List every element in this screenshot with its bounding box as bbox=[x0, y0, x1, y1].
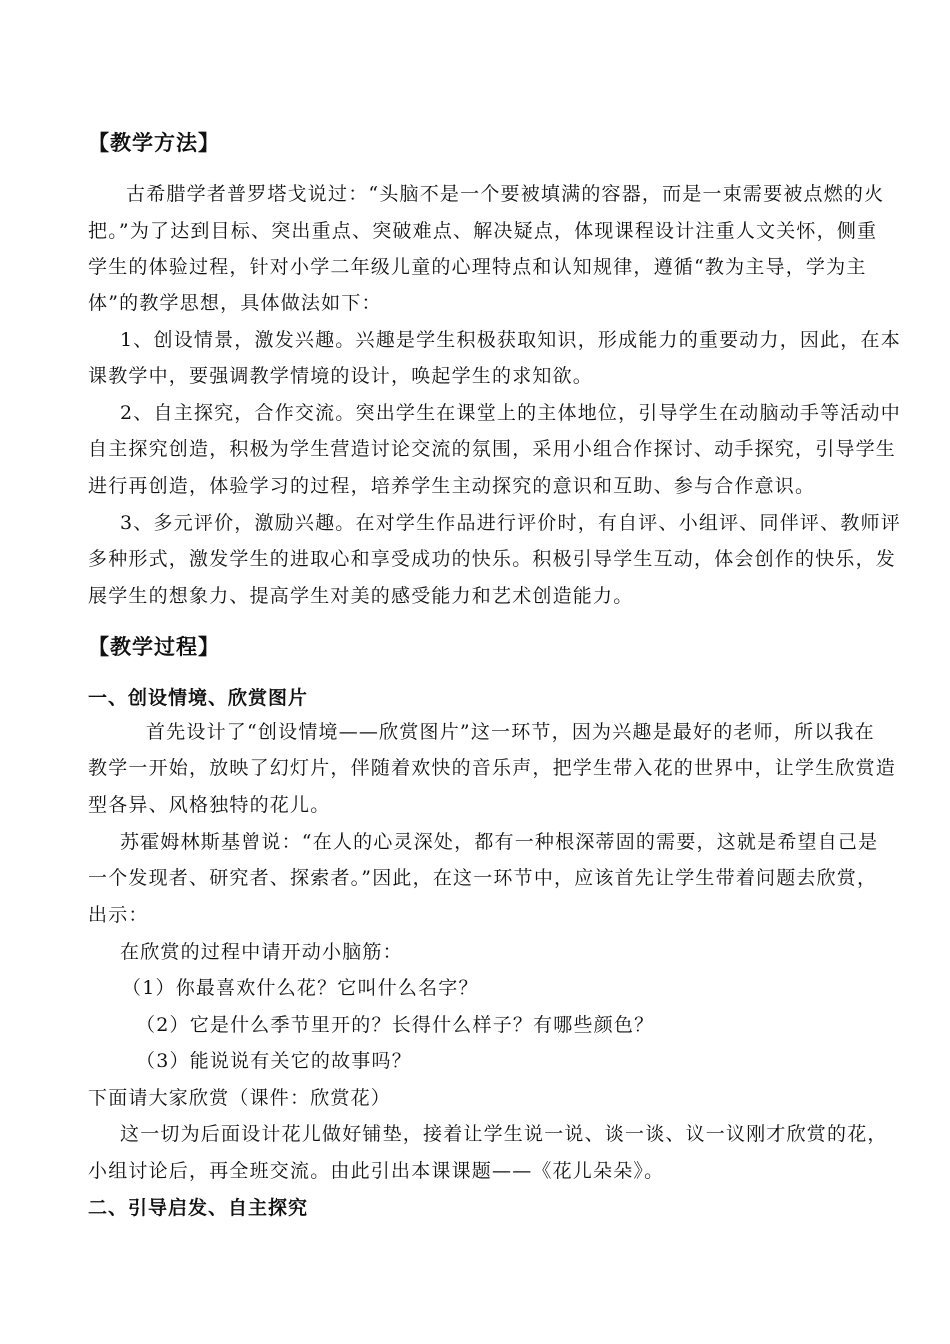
paragraph-line: 把。”为了达到目标、突出重点、突破难点、解决疑点，体现课程设计注重人文关怀，侧重 bbox=[88, 220, 878, 242]
part-one-title: 一、创设情境、欣赏图片 bbox=[88, 687, 309, 709]
teaching-method-heading: 【教学方法】 bbox=[88, 131, 220, 155]
paragraph-line: 型各异、风格独特的花儿。 bbox=[88, 794, 331, 816]
paragraph-line: 1、创设情景，激发兴趣。兴趣是学生积极获取知识，形成能力的重要动力，因此，在本 bbox=[120, 329, 901, 351]
paragraph-line: 教学一开始，放映了幻灯片，伴随着欢快的音乐声，把学生带入花的世界中，让学生欣赏造 bbox=[88, 757, 897, 779]
paragraph-line: 多种形式，激发学生的进取心和享受成功的快乐。积极引导学生互动，体会创作的快乐，发 bbox=[88, 548, 897, 570]
paragraph-line: 自主探究创造，积极为学生营造讨论交流的氛围，采用小组合作探讨、动手探究，引导学生 bbox=[88, 438, 897, 460]
paragraph-line: 进行再创造，体验学习的过程，培养学生主动探究的意识和互助、参与合作意识。 bbox=[88, 475, 816, 497]
paragraph-line: 出示： bbox=[88, 904, 149, 926]
paragraph-line: 小组讨论后，再全班交流。由此引出本课课题——《花儿朵朵》。 bbox=[88, 1160, 665, 1182]
paragraph-line: 古希腊学者普罗塔戈说过：“头脑不是一个要被填满的容器，而是一束需要被点燃的火 bbox=[126, 183, 885, 205]
paragraph-line: 2、自主探究，合作交流。突出学生在课堂上的主体地位，引导学生在动脑动手等活动中 bbox=[120, 402, 901, 424]
question-item: （3）能说说有关它的故事吗？ bbox=[136, 1050, 412, 1072]
paragraph-line: 体”的教学思想，具体做法如下： bbox=[88, 292, 382, 314]
paragraph-line: 展学生的想象力、提高学生对美的感受能力和艺术创造能力。 bbox=[88, 585, 634, 607]
paragraph-line: 苏霍姆林斯基曾说：“在人的心灵深处，都有一种根深蒂固的需要，这就是希望自己是 bbox=[120, 831, 879, 853]
paragraph-line: 3、多元评价，激励兴趣。在对学生作品进行评价时，有自评、小组评、同伴评、教师评 bbox=[120, 512, 901, 534]
paragraph-line: 一个发现者、研究者、探索者。”因此，在这一环节中，应该首先让学生带着问题去欣赏， bbox=[88, 867, 878, 889]
paragraph-line: 下面请大家欣赏（课件：欣赏花） bbox=[88, 1087, 392, 1109]
question-item: （2）它是什么季节里开的？长得什么样子？有哪些颜色？ bbox=[136, 1014, 655, 1036]
paragraph-line: 首先设计了“创设情境——欣赏图片”这一环节，因为兴趣是最好的老师，所以我在 bbox=[146, 721, 875, 743]
teaching-process-heading: 【教学过程】 bbox=[88, 635, 220, 659]
paragraph-line: 这一切为后面设计花儿做好铺垫，接着让学生说一说、谈一谈、议一议刚才欣赏的花， bbox=[120, 1123, 888, 1145]
paragraph-line: 学生的体验过程，针对小学二年级儿童的心理特点和认知规律，遵循“教为主导，学为主 bbox=[88, 256, 867, 278]
paragraph-line: 课教学中，要强调教学情境的设计，唤起学生的求知欲。 bbox=[88, 365, 594, 387]
paragraph-line: 在欣赏的过程中请开动小脑筋： bbox=[120, 941, 403, 963]
question-item: （1）你最喜欢什么花？它叫什么名字？ bbox=[122, 977, 479, 999]
part-two-title: 二、引导启发、自主探究 bbox=[88, 1197, 309, 1219]
